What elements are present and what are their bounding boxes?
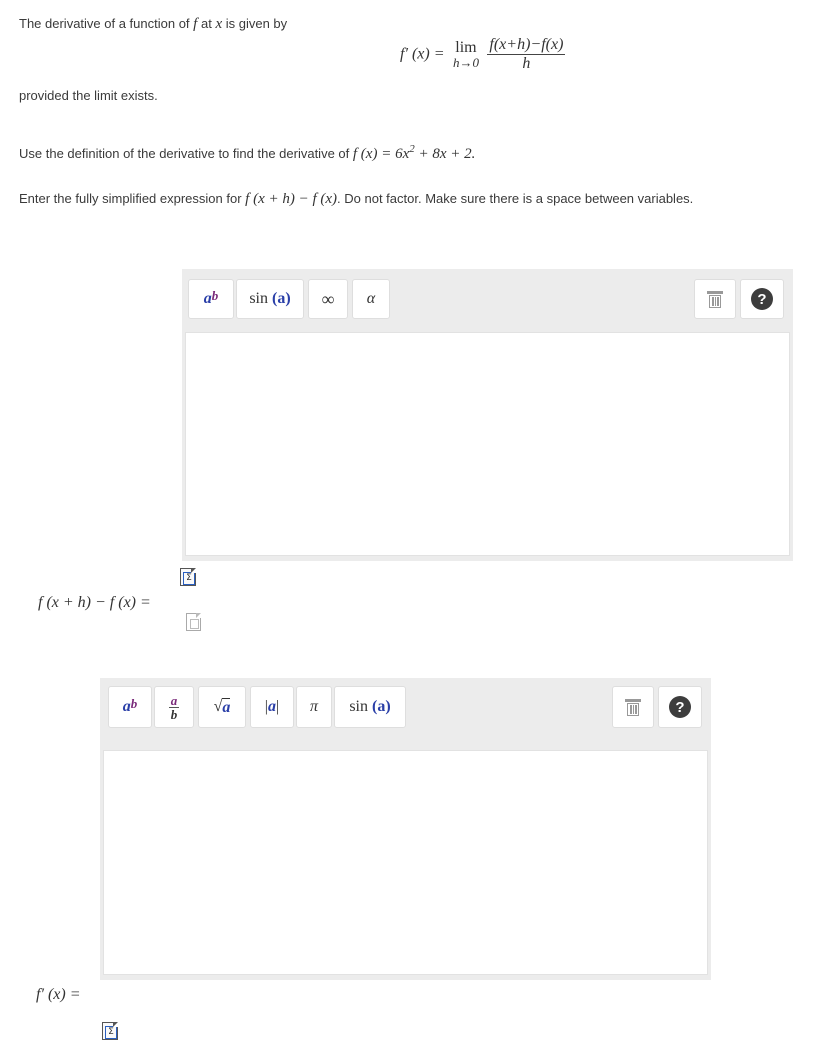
superscript-button-2[interactable] [108,686,152,728]
help-icon: ? [751,288,773,310]
superscript-base-2: a [122,698,131,715]
task-function-main: f (x) = 6x [352,146,410,162]
difference-quotient [487,36,565,73]
sin-arg-2: (a) [372,698,391,715]
help-button[interactable] [740,279,784,319]
equation-editor-icon[interactable]: Σ [102,1022,118,1040]
instruction-before: Enter the fully simplified expression for [19,191,242,206]
math-editor-2 [100,678,711,980]
trash-icon [625,699,641,716]
sin-fn: sin [249,290,268,307]
superscript-exp-2: b [130,696,138,711]
intro-text [19,16,287,32]
abs-button[interactable] [250,686,294,728]
sin-button[interactable] [236,279,304,319]
task-function [352,143,476,162]
answer-2-label: f′ (x) = [36,986,81,1003]
instruction-after: . Do not factor. Make sure there is a space between variables. [337,191,694,206]
definition-lhs: f′ (x) = [400,45,445,63]
sqrt-symbol: √ [213,698,223,715]
task-function-exponent: 2 [409,143,415,155]
fraction-den: b [170,706,178,722]
clear-button-2[interactable] [612,686,654,728]
clear-button[interactable] [694,279,736,319]
sqrt-button[interactable] [198,686,246,728]
intro-x: x [215,16,223,32]
sin-fn-2: sin [349,698,368,715]
superscript-button[interactable] [188,279,234,319]
task-function-rest: + 8x + 2. [414,146,476,162]
quotient-denominator: h [522,55,531,72]
sqrt-arg: a [222,698,231,716]
editor-2-input-area[interactable] [103,750,708,975]
editor-1-input-area[interactable] [185,332,790,556]
superscript-exp: b [211,288,219,303]
intro-text-before: The derivative of a function of [19,16,190,31]
fraction-num: a [170,692,178,708]
help-icon: ? [669,696,691,718]
intro-f: f [193,16,198,32]
task-text [19,141,475,162]
math-editor-1 [182,269,793,561]
equation-editor-icon[interactable]: Σ [180,568,196,586]
limit-operator [453,40,479,69]
lim-text: lim [455,39,477,56]
proviso-text: provided the limit exists. [19,88,158,103]
lim-subscript: h→0 [452,55,479,70]
intro-text-after: is given by [225,16,288,31]
fraction-button[interactable] [154,686,194,728]
answer-1-label: f (x + h) − f (x) = [38,594,151,611]
sin-arg: (a) [272,290,291,307]
alpha-button[interactable]: α [352,279,390,319]
pi-button[interactable]: π [296,686,332,728]
abs-left: | [264,698,268,715]
instruction-text [19,191,693,207]
superscript-base: a [203,290,212,307]
abs-arg: a [268,698,276,715]
derivative-definition [400,36,565,73]
trash-icon [707,291,723,308]
instruction-expression: f (x + h) − f (x) [245,191,338,207]
intro-text-at: at [200,16,212,31]
infinity-button[interactable]: ∞ [308,279,348,319]
quotient-numerator: f(x+h)−f(x) [489,36,564,53]
answer-1-placeholder-icon[interactable] [186,613,201,631]
task-prefix: Use the definition of the derivative to find the derivative of [19,146,350,161]
help-button-2[interactable] [658,686,702,728]
abs-right: | [276,698,280,715]
sin-button-2[interactable] [334,686,406,728]
